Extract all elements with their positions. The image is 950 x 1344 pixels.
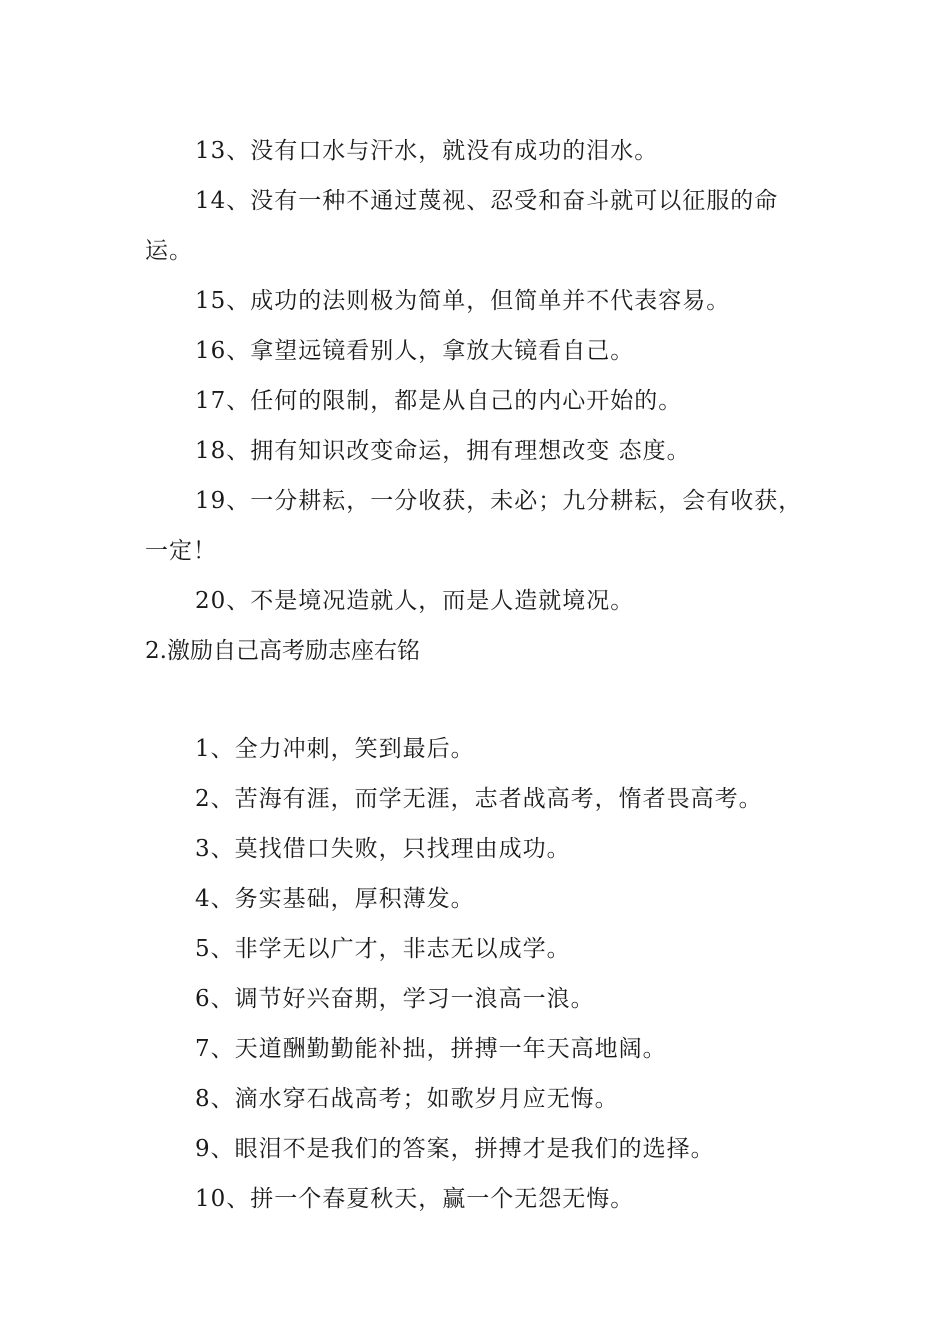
list-item: 2、苦海有涯，而学无涯，志者战高考，惰者畏高考。 <box>195 786 763 812</box>
list-item: 1、全力冲刺，笑到最后。 <box>195 736 475 762</box>
list-item: 19、一分耕耘，一分收获，未必；九分耕耘，会有收获，一定！ <box>145 488 803 564</box>
list-item: 17、任何的限制，都是从自己的内心开始的。 <box>195 388 683 414</box>
list-item: 6、调节好兴奋期，学习一浪高一浪。 <box>195 986 595 1012</box>
list-item: 13、没有口水与汗水，就没有成功的泪水。 <box>195 138 659 164</box>
document-body <box>145 126 810 1224</box>
list-item: 3、莫找借口失败，只找理由成功。 <box>195 836 571 862</box>
list-item: 16、拿望远镜看别人，拿放大镜看自己。 <box>195 338 635 364</box>
list-item: 15、成功的法则极为简单，但简单并不代表容易。 <box>195 288 731 314</box>
list-item: 14、没有一种不通过蔑视、忍受和奋斗就可以征服的命运。 <box>145 188 779 264</box>
list-item: 7、天道酬勤勤能补拙，拼搏一年天高地阔。 <box>195 1036 667 1062</box>
section-heading: 2.激励自己高考励志座右铭 <box>145 638 420 664</box>
section-spacer <box>145 676 810 724</box>
list-item: 18、拥有知识改变命运，拥有理想改变 态度。 <box>195 438 691 464</box>
list-item: 20、不是境况造就人，而是人造就境况。 <box>195 588 635 614</box>
list-item: 5、非学无以广才，非志无以成学。 <box>195 936 571 962</box>
list-item: 4、务实基础，厚积薄发。 <box>195 886 475 912</box>
list-item: 10、拼一个春夏秋天，赢一个无怨无悔。 <box>195 1186 635 1212</box>
list-item: 8、滴水穿石战高考；如歌岁月应无悔。 <box>195 1086 619 1112</box>
list-item: 9、眼泪不是我们的答案，拼搏才是我们的选择。 <box>195 1136 715 1162</box>
